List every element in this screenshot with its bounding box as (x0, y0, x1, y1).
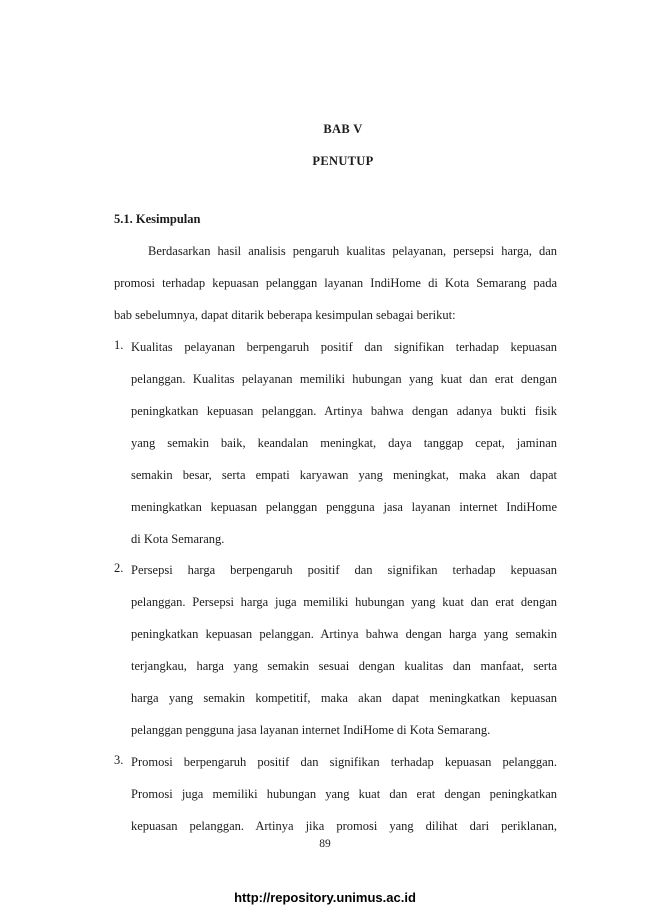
list-item-line: Persepsi harga berpengaruh positif dan signifikan terhadap kepuasan (131, 563, 557, 577)
list-item-line: Kualitas pelayanan berpengaruh positif dan signifikan terhadap kepuasan (131, 340, 557, 354)
list-item-line: kepuasan pelanggan. Artinya jika promosi yang dilihat dari periklanan, (131, 819, 557, 833)
intro-line: promosi terhadap kepuasan pelanggan layanan IndiHome di Kota Semarang pada (114, 276, 557, 290)
list-item-line: di Kota Semarang. (131, 532, 225, 546)
list-item-number: 1. (114, 338, 124, 352)
list-item-line: pelanggan. Kualitas pelayanan memiliki hubungan yang kuat dan erat dengan (131, 372, 557, 386)
chapter-number: BAB V (323, 122, 363, 136)
intro-line: Berdasarkan hasil analisis pengaruh kualitas pelayanan, persepsi harga, dan (148, 244, 557, 258)
list-item-number: 3. (114, 753, 124, 767)
list-item-number: 2. (114, 561, 124, 575)
list-item-line: semakin besar, serta empati karyawan yang meningkat, maka akan dapat (131, 468, 557, 482)
footer-url[interactable]: http://repository.unimus.ac.id (234, 890, 416, 905)
section-heading: 5.1. Kesimpulan (114, 212, 201, 226)
list-item-line: peningkatkan kepuasan pelanggan. Artinya bahwa dengan harga yang semakin (131, 627, 557, 641)
list-item-line: terjangkau, harga yang semakin sesuai dengan kualitas dan manfaat, serta (131, 659, 557, 673)
list-item-line: Promosi berpengaruh positif dan signifikan terhadap kepuasan pelanggan. (131, 755, 557, 769)
list-item-line: harga yang semakin kompetitif, maka akan dapat meningkatkan kepuasan (131, 691, 557, 705)
chapter-title: PENUTUP (312, 154, 374, 168)
intro-line: bab sebelumnya, dapat ditarik beberapa kesimpulan sebagai berikut: (114, 308, 456, 322)
list-item-line: peningkatkan kepuasan pelanggan. Artinya bahwa dengan adanya bukti fisik (131, 404, 557, 418)
list-item-line: Promosi juga memiliki hubungan yang kuat dan erat dengan peningkatkan (131, 787, 557, 801)
list-item-line: yang semakin baik, keandalan meningkat, daya tanggap cepat, jaminan (131, 436, 557, 450)
list-item-line: meningkatkan kepuasan pelanggan pengguna jasa layanan internet IndiHome (131, 500, 557, 514)
list-item-line: pelanggan pengguna jasa layanan internet IndiHome di Kota Semarang. (131, 723, 491, 737)
list-item-line: pelanggan. Persepsi harga juga memiliki hubungan yang kuat dan erat dengan (131, 595, 557, 609)
page-number: 89 (319, 838, 331, 850)
